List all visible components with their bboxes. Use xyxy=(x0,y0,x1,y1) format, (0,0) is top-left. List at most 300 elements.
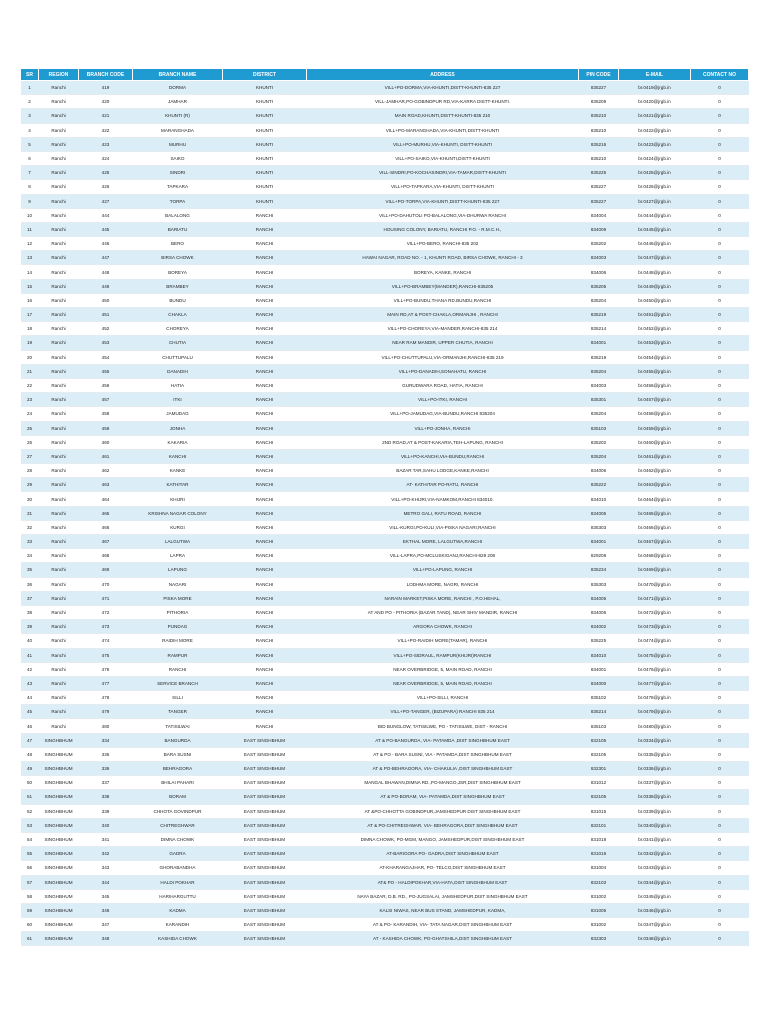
header-branch-code: BRANCH CODE xyxy=(79,69,133,81)
cell-sr: 29 xyxy=(21,478,39,492)
cell-branch-code: 451 xyxy=(79,308,133,322)
cell-email: br.0456@jrgb.in xyxy=(619,378,691,392)
cell-address: AT- KATHITAR PO-RATU, RANCHI xyxy=(307,478,579,492)
cell-branch-name: KAKARIA xyxy=(133,435,223,449)
cell-pin-code: 835103 xyxy=(579,421,619,435)
cell-pin-code: 835210 xyxy=(579,109,619,123)
cell-contact-no: 0 xyxy=(691,733,749,747)
cell-address: VILL+PO-DAHUTOLI PO-BALALONG,VIA-DHURWA RANCHI xyxy=(307,208,579,222)
cell-contact-no: 0 xyxy=(691,407,749,421)
cell-pin-code: 835204 xyxy=(579,364,619,378)
cell-branch-code: 461 xyxy=(79,449,133,463)
cell-region: SINGHBHUM xyxy=(39,762,79,776)
cell-address: AT - KASHIDA CHOWK, PO-GHATSHILA,DIST SINGHBHUM EAST xyxy=(307,932,579,946)
cell-sr: 35 xyxy=(21,563,39,577)
cell-region: Ranchi xyxy=(39,208,79,222)
cell-district: RANCHI xyxy=(223,549,307,563)
cell-district: EAST SINGHBHUM xyxy=(223,832,307,846)
cell-district: RANCHI xyxy=(223,605,307,619)
cell-contact-no: 0 xyxy=(691,293,749,307)
cell-contact-no: 0 xyxy=(691,208,749,222)
cell-email: br.0420@jrgb.in xyxy=(619,95,691,109)
cell-address: AT & PO-BEHRAGORA, VIA- CHAKULIA ,DIST SINGHBHUM EAST xyxy=(307,762,579,776)
table-row xyxy=(21,591,749,605)
cell-branch-code: 426 xyxy=(79,180,133,194)
cell-sr: 26 xyxy=(21,435,39,449)
cell-email: br.0462@jrgb.in xyxy=(619,464,691,478)
cell-region: Ranchi xyxy=(39,506,79,520)
cell-branch-name: BERO xyxy=(133,237,223,251)
cell-region: Ranchi xyxy=(39,151,79,165)
cell-sr: 1 xyxy=(21,81,39,95)
cell-branch-name: RANCHI xyxy=(133,662,223,676)
table-row xyxy=(21,563,749,577)
cell-email: br.0450@jrgb.in xyxy=(619,293,691,307)
table-row xyxy=(21,733,749,747)
cell-branch-name: NAGARI xyxy=(133,577,223,591)
cell-address: DIMNA CHOWK, PO-MGM, MANGO, JAMSHEDPUR,DIST SINGHBHUM EAST xyxy=(307,832,579,846)
cell-region: Ranchi xyxy=(39,251,79,265)
cell-region: Ranchi xyxy=(39,691,79,705)
table-row xyxy=(21,577,749,591)
table-row xyxy=(21,903,749,917)
cell-branch-name: CHHOTA GOVINDPUR xyxy=(133,804,223,818)
cell-contact-no: 0 xyxy=(691,449,749,463)
table-row xyxy=(21,691,749,705)
cell-branch-name: CHUTIA xyxy=(133,336,223,350)
cell-branch-name: TORPA xyxy=(133,194,223,208)
cell-address: VILL+PO-MURHU,VIA-KHUNTI, DISTT-KHUNTI xyxy=(307,137,579,151)
cell-address: VILL+PO-CHOREYA,VIA-MANDER,RANCHI-835 214 xyxy=(307,322,579,336)
cell-email: br.0465@jrgb.in xyxy=(619,506,691,520)
cell-branch-name: KANKE xyxy=(133,464,223,478)
cell-branch-name: KURGI xyxy=(133,520,223,534)
cell-pin-code: 832301 xyxy=(579,762,619,776)
cell-address: VILL+PO-BUNDU,THANA RD.BUNDU,RANCHI xyxy=(307,293,579,307)
cell-contact-no: 0 xyxy=(691,251,749,265)
cell-branch-code: 423 xyxy=(79,137,133,151)
table-row xyxy=(21,322,749,336)
cell-branch-code: 447 xyxy=(79,251,133,265)
cell-address: AT & PO-BORAM, VIA- PATAMDA,DIST SINGHBHUM EAST xyxy=(307,790,579,804)
cell-region: Ranchi xyxy=(39,407,79,421)
cell-address: AT &PO-CHHOTTA GOBINDPUR,JAMSHEDPUR DIST SINGHBHUM EAST xyxy=(307,804,579,818)
cell-pin-code: 835219 xyxy=(579,350,619,364)
cell-pin-code: 835219 xyxy=(579,308,619,322)
cell-district: RANCHI xyxy=(223,705,307,719)
cell-region: Ranchi xyxy=(39,123,79,137)
cell-branch-code: 342 xyxy=(79,847,133,861)
cell-sr: 48 xyxy=(21,747,39,761)
cell-district: KHUNTI xyxy=(223,151,307,165)
cell-region: SINGHBHUM xyxy=(39,889,79,903)
cell-branch-name: LAPUNG xyxy=(133,563,223,577)
header-region: REGION xyxy=(39,69,79,81)
cell-pin-code: 834009 xyxy=(579,222,619,236)
cell-address: AT & PO - BARA SUSNI, VIA - PATAMDA,DIST SINGHBHUM EAST xyxy=(307,747,579,761)
cell-email: br.0337@jrgb.in xyxy=(619,776,691,790)
cell-district: EAST SINGHBHUM xyxy=(223,762,307,776)
cell-pin-code: 835204 xyxy=(579,449,619,463)
cell-email: br.0345@jrgb.in xyxy=(619,889,691,903)
cell-sr: 7 xyxy=(21,166,39,180)
cell-branch-code: 344 xyxy=(79,875,133,889)
cell-sr: 49 xyxy=(21,762,39,776)
cell-district: RANCHI xyxy=(223,676,307,690)
table-row xyxy=(21,818,749,832)
cell-region: Ranchi xyxy=(39,237,79,251)
table-row xyxy=(21,449,749,463)
cell-address: NARAIN MARKET,PISKA MORE, RANCHI , P.O.HEHAL, xyxy=(307,591,579,605)
table-row xyxy=(21,265,749,279)
cell-branch-code: 334 xyxy=(79,733,133,747)
cell-contact-no: 0 xyxy=(691,662,749,676)
cell-branch-name: KADMA xyxy=(133,903,223,917)
cell-address: VILL+PO-SIDRAUL, RAMPUR(KHIJRI)RANCHI xyxy=(307,648,579,662)
cell-region: Ranchi xyxy=(39,95,79,109)
table-row xyxy=(21,804,749,818)
cell-district: RANCHI xyxy=(223,378,307,392)
cell-email: br.0471@jrgb.in xyxy=(619,591,691,605)
cell-district: RANCHI xyxy=(223,591,307,605)
cell-address: HAWAI NAGAR, ROAD NO. - 1, KHUNTI ROAD, BIRSA CHOWK, RANCHI - 3 xyxy=(307,251,579,265)
cell-pin-code: 835227 xyxy=(579,180,619,194)
cell-region: SINGHBHUM xyxy=(39,932,79,946)
cell-email: br.0478@jrgb.in xyxy=(619,691,691,705)
cell-district: RANCHI xyxy=(223,322,307,336)
cell-email: br.0448@jrgb.in xyxy=(619,265,691,279)
cell-contact-no: 0 xyxy=(691,322,749,336)
cell-contact-no: 0 xyxy=(691,364,749,378)
cell-contact-no: 0 xyxy=(691,832,749,846)
cell-address: AT AND PO - PITHORIA (BAZAR TAND), NEAR SHIV MANDIR, RANCHI xyxy=(307,605,579,619)
table-row xyxy=(21,421,749,435)
cell-district: RANCHI xyxy=(223,435,307,449)
header-district: DISTRICT xyxy=(223,69,307,81)
cell-branch-name: TATISILWAI xyxy=(133,719,223,733)
cell-region: Ranchi xyxy=(39,719,79,733)
cell-pin-code: 834010 xyxy=(579,492,619,506)
cell-region: Ranchi xyxy=(39,535,79,549)
table-row xyxy=(21,889,749,903)
cell-pin-code: 834001 xyxy=(579,662,619,676)
table-row xyxy=(21,293,749,307)
cell-contact-no: 0 xyxy=(691,804,749,818)
cell-region: Ranchi xyxy=(39,279,79,293)
cell-address: VILL-SINDRI,PO-KOCHASINDRI,VIA-TAMAR,DISTT-KHUNTI xyxy=(307,166,579,180)
cell-district: EAST SINGHBHUM xyxy=(223,818,307,832)
cell-email: br.0334@jrgb.in xyxy=(619,733,691,747)
cell-contact-no: 0 xyxy=(691,464,749,478)
cell-branch-name: CHUTTUPALU xyxy=(133,350,223,364)
cell-email: br.0336@jrgb.in xyxy=(619,762,691,776)
cell-pin-code: 829208 xyxy=(579,549,619,563)
table-row xyxy=(21,776,749,790)
table-row xyxy=(21,279,749,293)
cell-email: br.0344@jrgb.in xyxy=(619,875,691,889)
cell-branch-name: KRISHNA NAGAR COLONY xyxy=(133,506,223,520)
cell-branch-code: 462 xyxy=(79,464,133,478)
cell-pin-code: 835303 xyxy=(579,520,619,534)
table-row xyxy=(21,847,749,861)
cell-sr: 4 xyxy=(21,123,39,137)
cell-branch-name: BARA SUSNI xyxy=(133,747,223,761)
cell-pin-code: 831015 xyxy=(579,804,619,818)
cell-region: Ranchi xyxy=(39,166,79,180)
cell-region: SINGHBHUM xyxy=(39,847,79,861)
cell-sr: 24 xyxy=(21,407,39,421)
cell-contact-no: 0 xyxy=(691,378,749,392)
cell-address: AT & PO-CHITREGHWAR, VIA- BEHRAGORA,DIST SINGHBHUM EAST xyxy=(307,818,579,832)
cell-email: br.0459@jrgb.in xyxy=(619,421,691,435)
cell-address: VILL+PO-DANADIH,SONAHATU, RANCHI xyxy=(307,364,579,378)
cell-region: SINGHBHUM xyxy=(39,832,79,846)
cell-region: Ranchi xyxy=(39,350,79,364)
cell-region: Ranchi xyxy=(39,322,79,336)
cell-branch-code: 466 xyxy=(79,520,133,534)
cell-district: RANCHI xyxy=(223,449,307,463)
table-row xyxy=(21,208,749,222)
cell-branch-code: 422 xyxy=(79,123,133,137)
cell-sr: 59 xyxy=(21,903,39,917)
header-email: E-MAIL xyxy=(619,69,691,81)
cell-region: SINGHBHUM xyxy=(39,861,79,875)
cell-contact-no: 0 xyxy=(691,123,749,137)
cell-region: Ranchi xyxy=(39,449,79,463)
cell-pin-code: 834003 xyxy=(579,378,619,392)
cell-sr: 50 xyxy=(21,776,39,790)
cell-branch-name: PITHORIA xyxy=(133,605,223,619)
table-row xyxy=(21,662,749,676)
cell-region: Ranchi xyxy=(39,563,79,577)
cell-email: br.0480@jrgb.in xyxy=(619,719,691,733)
cell-branch-name: SILLI xyxy=(133,691,223,705)
cell-district: KHUNTI xyxy=(223,95,307,109)
cell-branch-name: GHORABANDHA xyxy=(133,861,223,875)
cell-branch-name: MURHU xyxy=(133,137,223,151)
cell-pin-code: 835227 xyxy=(579,81,619,95)
cell-branch-name: JAMUDAG xyxy=(133,407,223,421)
table-row xyxy=(21,123,749,137)
cell-email: br.0461@jrgb.in xyxy=(619,449,691,463)
cell-address: VILL+PO-LAPUNG, RANCHI xyxy=(307,563,579,577)
cell-sr: 61 xyxy=(21,932,39,946)
cell-branch-code: 458 xyxy=(79,407,133,421)
cell-region: Ranchi xyxy=(39,81,79,95)
table-row xyxy=(21,605,749,619)
cell-branch-name: CHITREGHWAR xyxy=(133,818,223,832)
cell-sr: 51 xyxy=(21,790,39,804)
header-branch-name: BRANCH NAME xyxy=(133,69,223,81)
cell-district: EAST SINGHBHUM xyxy=(223,790,307,804)
cell-branch-code: 446 xyxy=(79,237,133,251)
cell-branch-name: CHAKLA xyxy=(133,308,223,322)
cell-branch-code: 337 xyxy=(79,776,133,790)
cell-pin-code: 835216 xyxy=(579,137,619,151)
cell-address: AT& PO - HALDIPOKHAR,VIA-HATA,DIST SINGHBHUM EAST xyxy=(307,875,579,889)
cell-pin-code: 835102 xyxy=(579,691,619,705)
cell-contact-no: 0 xyxy=(691,705,749,719)
cell-email: br.0463@jrgb.in xyxy=(619,478,691,492)
cell-address: VILL+PO-TANGER, (BIZUPARA) RANCHI 835 214 xyxy=(307,705,579,719)
cell-address: VILL+PO-JONHA, RANCHI xyxy=(307,421,579,435)
cell-address: NEAR OVERBRIDGE, 5, MAIN ROAD, RANCHI xyxy=(307,662,579,676)
cell-branch-name: BANGURDA xyxy=(133,733,223,747)
cell-sr: 10 xyxy=(21,208,39,222)
cell-branch-code: 453 xyxy=(79,336,133,350)
cell-pin-code: 834005 xyxy=(579,591,619,605)
cell-district: RANCHI xyxy=(223,265,307,279)
cell-contact-no: 0 xyxy=(691,180,749,194)
cell-branch-name: GADRA xyxy=(133,847,223,861)
header-row xyxy=(21,69,749,81)
cell-address: EKTHAL MORE, LALGUTWA,RANCHI xyxy=(307,535,579,549)
cell-branch-code: 452 xyxy=(79,322,133,336)
cell-district: EAST SINGHBHUM xyxy=(223,747,307,761)
cell-email: br.0338@jrgb.in xyxy=(619,790,691,804)
table-row xyxy=(21,747,749,761)
cell-contact-no: 0 xyxy=(691,237,749,251)
cell-branch-name: BARIATU xyxy=(133,222,223,236)
cell-address: AT-KHARANGAJHAR, PO- TELCO,DIST SINGHBHUM EAST xyxy=(307,861,579,875)
cell-email: br.0425@jrgb.in xyxy=(619,166,691,180)
cell-address: VILL+PO-KANCHI,VIA-BUNDU,RANCHI xyxy=(307,449,579,463)
cell-contact-no: 0 xyxy=(691,620,749,634)
cell-contact-no: 0 xyxy=(691,847,749,861)
cell-pin-code: 834006 xyxy=(579,265,619,279)
cell-email: br.0419@jrgb.in xyxy=(619,81,691,95)
cell-branch-name: SERVICE BRANCH xyxy=(133,676,223,690)
cell-address: 2ND ROAD,AT & POST-KAKARIA,TEH-LAPUNG, RANCHI xyxy=(307,435,579,449)
cell-address: VILL+PO-JAMUDAG,VIA-BUNDU,RANCHI 835204 xyxy=(307,407,579,421)
cell-contact-no: 0 xyxy=(691,478,749,492)
cell-address: VILL+PO-TAPKARA,VIA-KHUNTI, DISTT-KHUNTI xyxy=(307,180,579,194)
cell-pin-code: 834004 xyxy=(579,208,619,222)
table-row xyxy=(21,180,749,194)
table-row xyxy=(21,634,749,648)
cell-region: Ranchi xyxy=(39,478,79,492)
cell-email: br.0472@jrgb.in xyxy=(619,605,691,619)
cell-branch-name: JONHA xyxy=(133,421,223,435)
cell-pin-code: 831018 xyxy=(579,832,619,846)
cell-district: EAST SINGHBHUM xyxy=(223,847,307,861)
cell-branch-code: 478 xyxy=(79,691,133,705)
cell-sr: 55 xyxy=(21,847,39,861)
cell-region: Ranchi xyxy=(39,549,79,563)
cell-pin-code: 832105 xyxy=(579,733,619,747)
cell-district: RANCHI xyxy=(223,478,307,492)
cell-contact-no: 0 xyxy=(691,918,749,932)
table-row xyxy=(21,364,749,378)
cell-branch-name: RAIDIH MORE xyxy=(133,634,223,648)
cell-email: br.0466@jrgb.in xyxy=(619,520,691,534)
cell-contact-no: 0 xyxy=(691,151,749,165)
cell-address: VILL+PO-RAIDIH MORE(TAMAR), RANCHI xyxy=(307,634,579,648)
cell-pin-code: 831005 xyxy=(579,903,619,917)
cell-contact-no: 0 xyxy=(691,747,749,761)
cell-district: RANCHI xyxy=(223,421,307,435)
table-row xyxy=(21,350,749,364)
cell-branch-code: 472 xyxy=(79,605,133,619)
cell-district: RANCHI xyxy=(223,251,307,265)
cell-sr: 3 xyxy=(21,109,39,123)
cell-branch-name: BALALONG xyxy=(133,208,223,222)
cell-region: Ranchi xyxy=(39,378,79,392)
cell-address: AT-BARIGORA PO- GADRA,DIST SINGHBHUM EAST xyxy=(307,847,579,861)
cell-region: SINGHBHUM xyxy=(39,875,79,889)
cell-branch-code: 456 xyxy=(79,378,133,392)
cell-region: SINGHBHUM xyxy=(39,790,79,804)
cell-sr: 40 xyxy=(21,634,39,648)
cell-pin-code: 835301 xyxy=(579,393,619,407)
cell-pin-code: 834001 xyxy=(579,535,619,549)
cell-branch-code: 450 xyxy=(79,293,133,307)
table-row xyxy=(21,648,749,662)
cell-branch-name: RAMPUR xyxy=(133,648,223,662)
cell-district: EAST SINGHBHUM xyxy=(223,932,307,946)
cell-pin-code: 835204 xyxy=(579,293,619,307)
cell-pin-code: 831012 xyxy=(579,776,619,790)
cell-region: Ranchi xyxy=(39,591,79,605)
cell-branch-name: SINDRI xyxy=(133,166,223,180)
cell-email: br.0451@jrgb.in xyxy=(619,308,691,322)
cell-branch-code: 476 xyxy=(79,662,133,676)
cell-district: RANCHI xyxy=(223,350,307,364)
cell-sr: 37 xyxy=(21,591,39,605)
cell-region: Ranchi xyxy=(39,109,79,123)
table-row xyxy=(21,336,749,350)
cell-branch-code: 470 xyxy=(79,577,133,591)
cell-pin-code: 835210 xyxy=(579,151,619,165)
cell-address: VILL+PO-SILLI, RANCHI xyxy=(307,691,579,705)
cell-address: ARGORA CHOWK, RANCHI xyxy=(307,620,579,634)
table-row xyxy=(21,464,749,478)
cell-pin-code: 832105 xyxy=(579,790,619,804)
cell-branch-code: 347 xyxy=(79,918,133,932)
cell-branch-code: 464 xyxy=(79,492,133,506)
table-row xyxy=(21,875,749,889)
cell-district: RANCHI xyxy=(223,407,307,421)
cell-branch-code: 467 xyxy=(79,535,133,549)
cell-district: EAST SINGHBHUM xyxy=(223,918,307,932)
table-row xyxy=(21,676,749,690)
cell-region: Ranchi xyxy=(39,393,79,407)
cell-contact-no: 0 xyxy=(691,393,749,407)
cell-contact-no: 0 xyxy=(691,350,749,364)
cell-contact-no: 0 xyxy=(691,222,749,236)
cell-branch-code: 477 xyxy=(79,676,133,690)
cell-contact-no: 0 xyxy=(691,506,749,520)
cell-address: AT & PO-BANGURDA, VIA- PATAMDA ,DIST SINGHBHUM EAST xyxy=(307,733,579,747)
cell-address: VILL-LAPRA,PO-MCLUSKIGANJ,RANCHI-829 208 xyxy=(307,549,579,563)
cell-pin-code: 835303 xyxy=(579,577,619,591)
cell-branch-name: KATHITAR xyxy=(133,478,223,492)
cell-pin-code: 835214 xyxy=(579,705,619,719)
cell-district: RANCHI xyxy=(223,464,307,478)
cell-branch-name: DORMA xyxy=(133,81,223,95)
cell-region: Ranchi xyxy=(39,648,79,662)
cell-branch-code: 341 xyxy=(79,832,133,846)
table-row xyxy=(21,251,749,265)
cell-pin-code: 834005 xyxy=(579,506,619,520)
cell-contact-no: 0 xyxy=(691,861,749,875)
cell-branch-name: PISKA MORE xyxy=(133,591,223,605)
cell-sr: 14 xyxy=(21,265,39,279)
cell-branch-name: MARANGHADA xyxy=(133,123,223,137)
cell-pin-code: 834001 xyxy=(579,336,619,350)
cell-contact-no: 0 xyxy=(691,520,749,534)
cell-branch-code: 449 xyxy=(79,279,133,293)
